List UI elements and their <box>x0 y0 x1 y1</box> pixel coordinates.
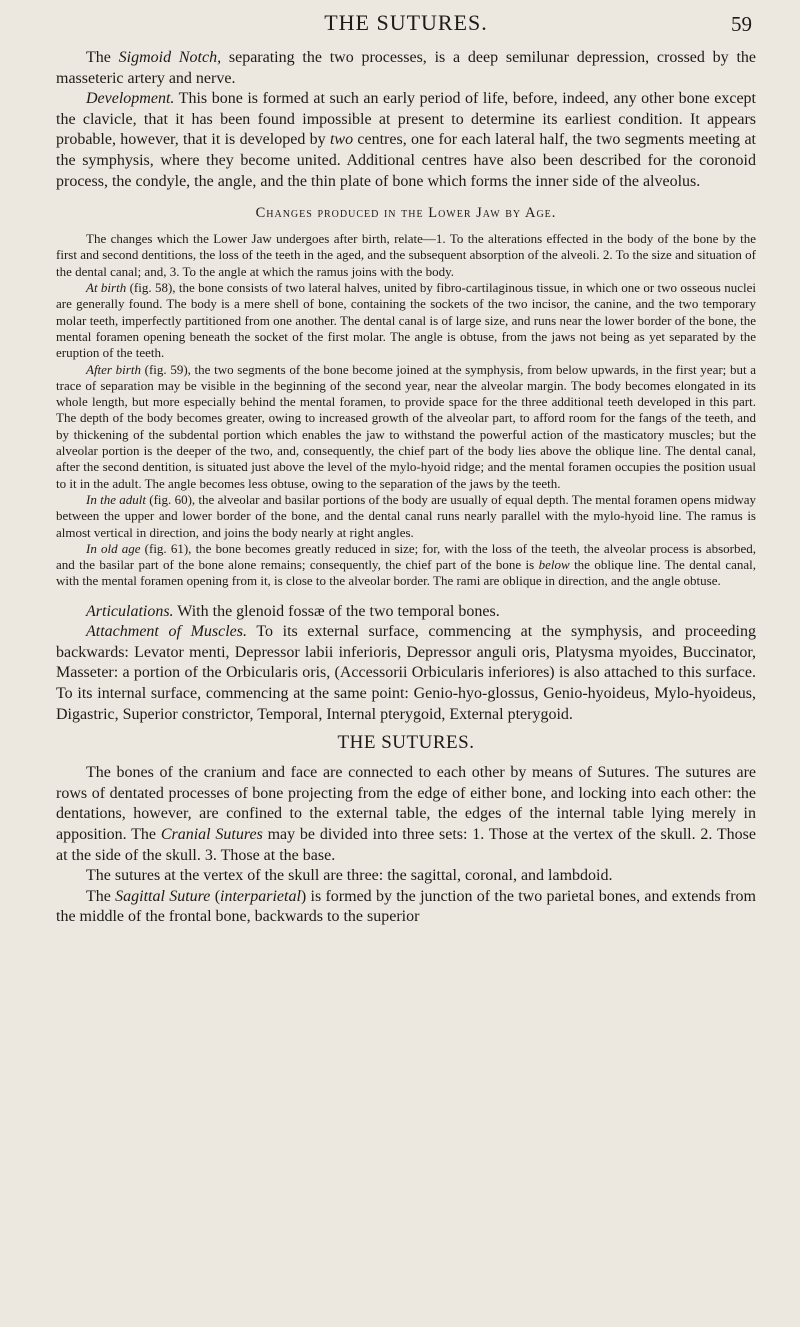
paragraph-muscles <box>56 622 756 725</box>
spacer <box>56 590 756 602</box>
paragraph-text: (fig. 59), the two segments of the bone become joined at the symphysis, from below upwards, in the first year; but a trace of separation may be visible in the beginning of the second year, near the alveolar margin. The body becomes elongated in its whole length, but more especially behind the mental foramen, to provide space for the three additional teeth developed in this part. The depth of the body becomes greater, owing to increased growth of the alveolar part, to afford room for the fangs of the teeth, and by thickening of the subdental portion which enables the jaw to withstand the powerful action of the masticatory muscles; but the alveolar portion is the deeper of the two, and, consequently, the chief part of the body lies above the oblique line. The dental canal, after the second dentition, is situated just above the level of the mylo-hyoid ridge; and the mental foramen occupies the position usual to it in the adult. The angle becomes less obtuse, owing to the separation of the jaws by the teeth. <box>56 361 756 491</box>
term-development: Development. <box>86 90 175 108</box>
paragraph-articulations <box>56 602 756 623</box>
section-heading-sutures: THE SUTURES. <box>337 732 475 754</box>
term-sigmoid-notch: Sigmoid Notch, <box>118 49 222 66</box>
term-after-birth: After birth <box>86 361 141 377</box>
paragraph-adult <box>56 492 756 541</box>
paragraph-text: To its external surface, commencing at the symphysis, and proceeding backwards: Levator menti, Depressor labii inferioris, Depressor anguli oris, Platysma myoides, Buccinator, Masseter: a portion of the Orbicularis oris, (Accessorii Orbicularis inferiores) is also attached to this surface. To its internal surface, commencing at the same point: Genio-hyo-glossus, Genio-hyoideus, Mylo-hyoideus, Digastric, Superior constrictor, Temporal, Internal pterygoid, External pterygoid. <box>56 623 756 723</box>
paragraph-text: (fig. 58), the bone consists of two lateral halves, united by fibro-cartilaginous tissue, in which one or two osseous nuclei are generally found. The body is a mere shell of bone, containing the sockets of the two incisor, the canine, and the two temporary molar teeth, imperfectly partitioned from one another. The dental canal is of large size, and runs near the lower border of the bone, the mental foramen opening beneath the socket of the first molar. The angle is obtuse, from the jaws not being as yet separated by the eruption of the teeth. <box>56 280 756 361</box>
paragraph-text: (fig. 61), the bone becomes greatly reduced in size; for, with the loss of the teeth, the alveolar process is absorbed, and the basilar part of the bone alone remains; consequently, the chief part of the bone is <box>56 540 756 573</box>
paragraph-old-age <box>56 541 756 590</box>
paragraph-age-intro: The changes which the Lower Jaw undergoes after birth, relate—1. To the alterations effected in the body of the bone by the first and second dentitions, the loss of the teeth in the aged, and the subsequent absorption of the alveoli. 2. To the size and situation of the dental canal; and, 3. To the angle at which the ramus joins with the body. <box>56 231 756 279</box>
paragraph-text: centres, one for each lateral half, the two segments meeting at the symphysis, where they become united. Additional centres have also been described for the coronoid process, the condyle, the angle, and the thin plate of bone which forms the inner side of the alveolus. <box>56 131 756 190</box>
paragraph-development <box>56 89 756 192</box>
term-old-age: In old age <box>86 540 141 556</box>
intro-block <box>56 48 756 192</box>
articulation-block <box>56 602 756 726</box>
paragraph-text: separating the two processes, is a deep semilunar depression, crossed by the masseteric artery and nerve. <box>56 49 757 87</box>
paragraph-text: (fig. 60), the alveolar and basilar portions of the body are usually of equal depth. The mental foramen opens midway between the upper and lower border of the bone, and the dental canal runs nearly parallel with the mylo-hyoid line. The ramus is almost vertical in direction, and joins the body nearly at right angles. <box>56 491 757 540</box>
term-at-birth: At birth <box>86 280 127 296</box>
term-adult: In the adult <box>86 491 146 507</box>
paragraph-sigmoid-notch: The Sigmoid Notch, separating the two processes, is a deep semilunar depression, crossed by the masseteric artery and nerve. <box>56 49 757 87</box>
paragraph-text: is formed by the junction of the two parietal bones, and extends from the middle of the frontal bone, backwards to the superior <box>56 887 756 926</box>
paragraph-vertex-sutures: The sutures at the vertex of the skull are three: the sagittal, coronal, and lambdoid. <box>86 867 613 885</box>
paragraph-text: may be divided into three sets: 1. Those at the vertex of the skull. 2. Those at the side of the skull. 3. Those at the base. <box>56 826 757 864</box>
paragraph-text: the oblique line. The dental canal, with the mental foramen opening from it, is close to the alveolar border. The rami are oblique in direction, and the angle obtuse. <box>56 557 757 589</box>
term-sagittal-suture: Sagittal Suture <box>115 887 211 905</box>
running-title: THE SUTURES. <box>324 10 488 35</box>
emphasis: two <box>329 131 354 149</box>
paragraph-at-birth <box>56 280 756 361</box>
term-articulations: Articulations. <box>86 602 174 620</box>
term-cranial-sutures: Cranial Sutures <box>160 826 263 844</box>
paragraph-after-birth <box>56 362 756 492</box>
page-number: 59 <box>731 12 752 36</box>
paragraph-text: This bone is formed at such an early period of life, before, indeed, any other bone except the clavicle, that it has been found impossible at present to determine its earliest condition. It appears probable, however, that it is developed by <box>56 90 756 149</box>
paragraph-sutures-intro <box>56 763 756 866</box>
term-interparietal: interparietal <box>220 887 301 905</box>
term-muscles: Attachment of Muscles. <box>86 623 248 641</box>
paragraph-text: The bones of the cranium and face are connected to each other by means of Sutures. The sutures are rows of dentated processes of bone projecting from the edge of either bone, and locking into each other: the dentations, however, are confined to the external table, the edges of the internal table lying merely in apposition. The <box>56 764 756 844</box>
running-head <box>56 0 756 48</box>
section-heading-age: Changes produced in the Lower Jaw by Age. <box>255 205 557 222</box>
paragraph-text: With the glenoid fossæ of the two temporal bones. <box>173 602 500 620</box>
paragraph-sagittal-suture: The Sagittal Suture (interparietal) is formed by the junction of the two parietal bones, and extends from the middle of the frontal bone, backwards to the superior <box>56 887 756 926</box>
emphasis: below <box>538 557 570 573</box>
age-block <box>56 231 756 590</box>
sutures-block <box>56 763 756 928</box>
